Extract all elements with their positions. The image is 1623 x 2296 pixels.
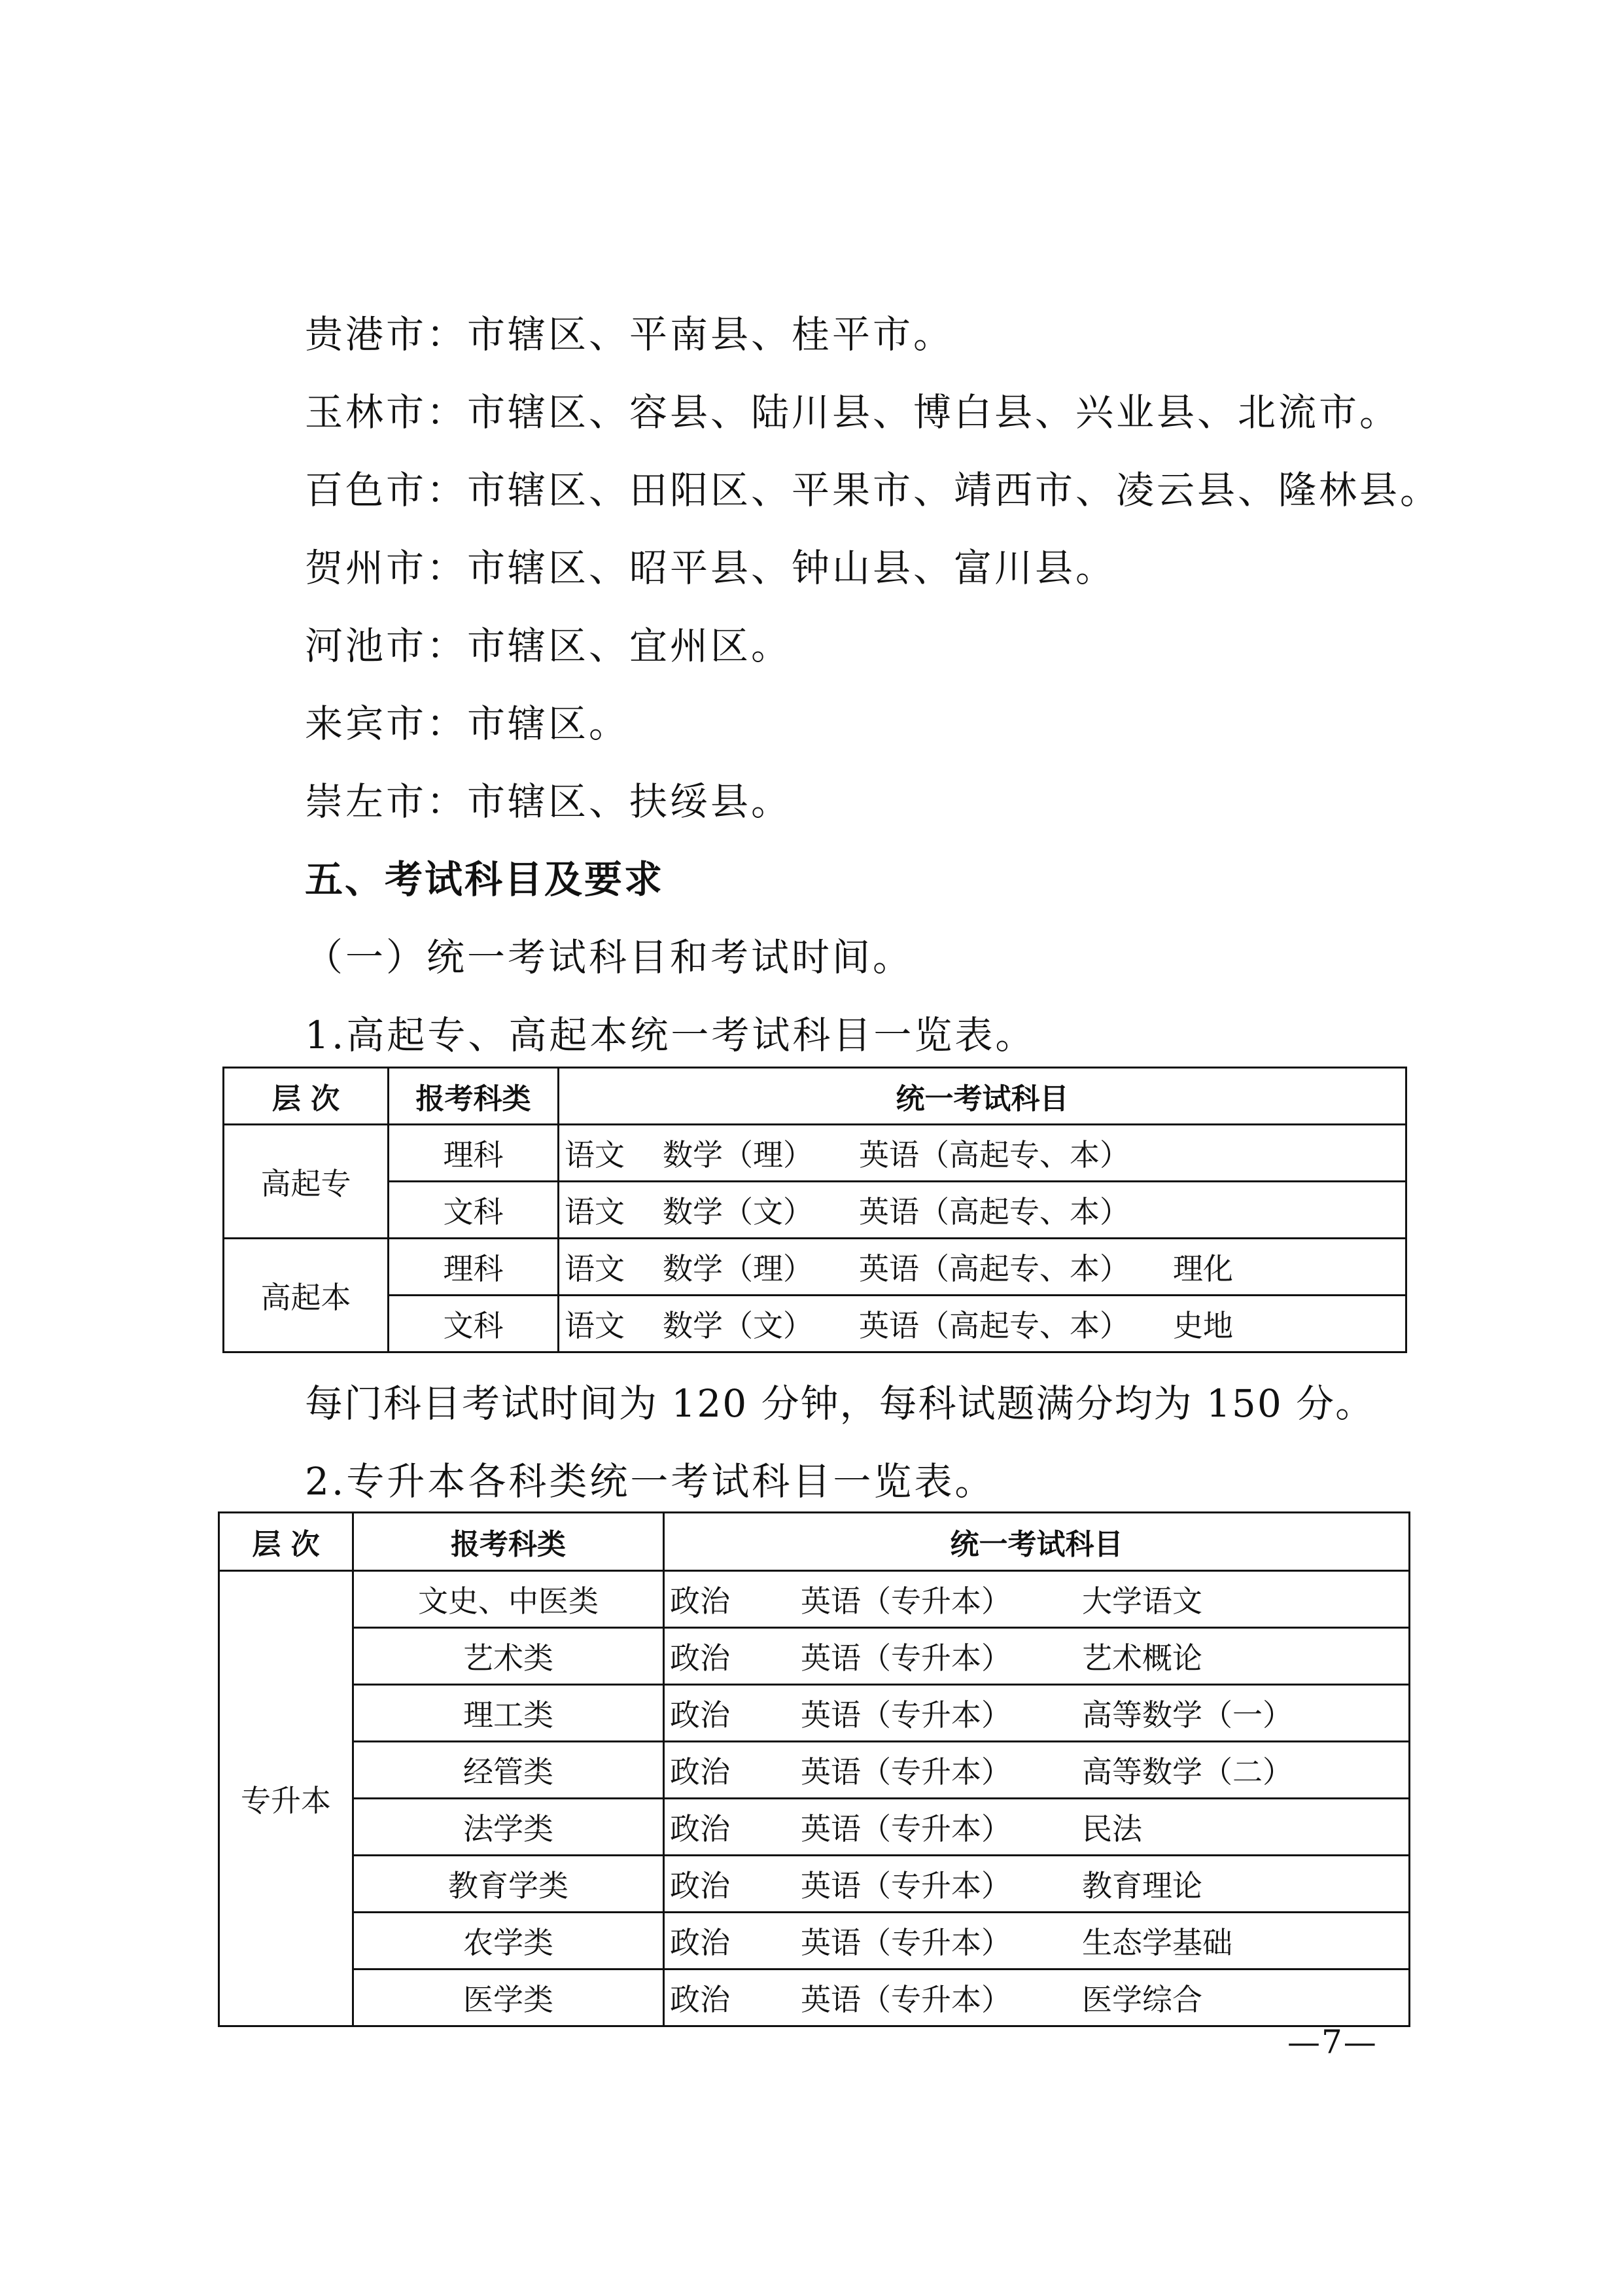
table1-title: 1.高起专、高起本统一考试科目一览表。 — [305, 1013, 1036, 1057]
city-line: 玉林市：市辖区、容县、陆川县、博白县、兴业县、北流市。 — [305, 390, 1401, 434]
type-cell: 艺术类 — [353, 1628, 664, 1685]
city-line: 来宾市：市辖区。 — [305, 701, 630, 746]
header-subjects: 统一考试科目 — [664, 1513, 1410, 1571]
header-type: 报考科类 — [389, 1068, 559, 1125]
type-cell: 教育学类 — [353, 1856, 664, 1913]
subjects-cell: 语文 数学（理） 英语（高起专、本） 理化 — [559, 1239, 1406, 1296]
table-row — [219, 1856, 1410, 1913]
table-row — [224, 1125, 1406, 1182]
page-number: —7— — [1287, 2023, 1378, 2061]
level-cell: 高起本 — [224, 1239, 389, 1352]
section-heading: 五、考试科目及要求 — [305, 857, 665, 902]
subjects-cell: 语文 数学（文） 英语（高起专、本） — [559, 1182, 1406, 1239]
subjects-cell: 政治 英语（专升本） 高等数学（二） — [664, 1742, 1410, 1799]
subjects-cell: 政治 英语（专升本） 艺术概论 — [664, 1628, 1410, 1685]
table-row — [224, 1296, 1406, 1352]
type-cell: 法学类 — [353, 1799, 664, 1856]
subjects-cell: 政治 英语（专升本） 大学语文 — [664, 1571, 1410, 1628]
table-row — [219, 1628, 1410, 1685]
table-row — [219, 1969, 1410, 2026]
type-cell: 经管类 — [353, 1742, 664, 1799]
type-cell: 理科 — [389, 1239, 559, 1296]
table-row — [219, 1799, 1410, 1856]
subjects-cell: 政治 英语（专升本） 生态学基础 — [664, 1913, 1410, 1969]
table-zhuanshengben — [218, 1511, 1410, 2027]
city-line: 崇左市：市辖区、扶绥县。 — [305, 779, 792, 824]
table-row — [219, 1913, 1410, 1969]
type-cell: 文科 — [389, 1296, 559, 1352]
header-type: 报考科类 — [353, 1513, 664, 1571]
subjects-cell: 政治 英语（专升本） 医学综合 — [664, 1969, 1410, 2026]
header-level: 层 次 — [224, 1068, 389, 1125]
table-row — [219, 1571, 1410, 1628]
subjects-cell: 政治 英语（专升本） 教育理论 — [664, 1856, 1410, 1913]
city-line: 贺州市：市辖区、昭平县、钟山县、富川县。 — [305, 546, 1117, 590]
city-line: 百色市：市辖区、田阳区、平果市、靖西市、凌云县、隆林县。 — [305, 468, 1441, 512]
level-cell: 专升本 — [219, 1571, 353, 2026]
table-header-row — [224, 1068, 1406, 1125]
subjects-cell: 语文 数学（文） 英语（高起专、本） 史地 — [559, 1296, 1406, 1352]
city-line: 贵港市：市辖区、平南县、桂平市。 — [305, 312, 954, 357]
table-row — [219, 1685, 1410, 1742]
subheading: （一）统一考试科目和考试时间。 — [305, 935, 914, 980]
type-cell: 农学类 — [353, 1913, 664, 1969]
table-header-row — [219, 1513, 1410, 1571]
subjects-cell: 语文 数学（理） 英语（高起专、本） — [559, 1125, 1406, 1182]
table2-title: 2.专升本各科类统一考试科目一览表。 — [305, 1459, 996, 1504]
type-cell: 文史、中医类 — [353, 1571, 664, 1628]
type-cell: 文科 — [389, 1182, 559, 1239]
table-row — [224, 1182, 1406, 1239]
subjects-cell: 政治 英语（专升本） 民法 — [664, 1799, 1410, 1856]
city-line: 河池市：市辖区、宜州区。 — [305, 624, 792, 668]
level-cell: 高起专 — [224, 1125, 389, 1239]
table-row — [224, 1239, 1406, 1296]
header-subjects: 统一考试科目 — [559, 1068, 1406, 1125]
exam-note: 每门科目考试时间为 120 分钟，每科试题满分均为 150 分。 — [305, 1381, 1375, 1426]
type-cell: 理科 — [389, 1125, 559, 1182]
header-level: 层 次 — [219, 1513, 353, 1571]
table-gaoqi — [222, 1067, 1407, 1353]
table-row — [219, 1742, 1410, 1799]
type-cell: 医学类 — [353, 1969, 664, 2026]
subjects-cell: 政治 英语（专升本） 高等数学（一） — [664, 1685, 1410, 1742]
type-cell: 理工类 — [353, 1685, 664, 1742]
